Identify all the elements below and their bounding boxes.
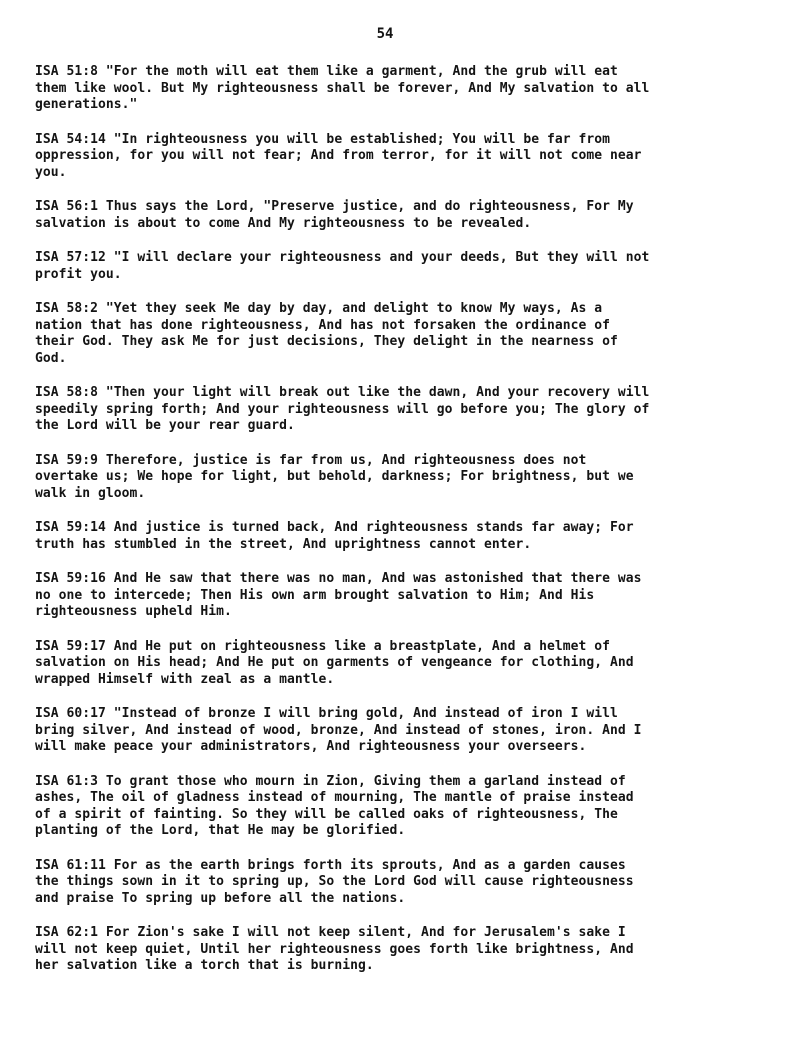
verse-line: ISA 51:8 "For the moth will eat them like a garment, And the grub will eat [35, 64, 618, 79]
verse-line: ISA 61:11 For as the earth brings forth its sprouts, And as a garden causes [35, 857, 626, 873]
verse-line: ISA 59:14 And justice is turned back, And righteousness stands far away; For [35, 520, 634, 535]
page-number: 54 [376, 26, 394, 42]
verse-block [35, 639, 735, 689]
verse-line: ISA 59:17 And He put on righteousness like a breastplate, And a helmet of [35, 638, 610, 654]
verse-block [35, 199, 735, 232]
verse-line: ashes, The oil of gladness instead of mourning, The mantle of praise instead [35, 790, 634, 805]
verse-line: overtake us; We hope for light, but behold, darkness; For brightness, but we [35, 469, 634, 484]
verse-line: ISA 59:9 Therefore, justice is far from us, And righteousness does not [35, 452, 587, 468]
verse-line: salvation on His head; And He put on garments of vengeance for clothing, And [35, 655, 634, 670]
verse-block [35, 925, 735, 975]
verse-block [35, 774, 735, 840]
verse-block [35, 453, 735, 503]
verse-line: speedily spring forth; And your righteousness will go before you; The glory of [35, 401, 650, 417]
verse-block [35, 706, 735, 756]
verse-block [35, 132, 735, 182]
verse-line: nation that has done righteousness, And has not forsaken the ordinance of [35, 317, 610, 333]
verse-line: salvation is about to come And My righteousness to be revealed. [35, 215, 532, 231]
verse-line: planting of the Lord, that He may be glorified. [35, 823, 406, 838]
verse-line: you. [35, 164, 67, 180]
verse-line: truth has stumbled in the street, And uprightness cannot enter. [35, 536, 532, 552]
verse-block [35, 520, 735, 553]
verse-line: no one to intercede; Then His own arm brought salvation to Him; And His [35, 587, 595, 603]
verse-line: of a spirit of fainting. So they will be called oaks of righteousness, The [35, 806, 618, 822]
verse-line: walk in gloom. [35, 485, 146, 501]
verse-line: ISA 62:1 For Zion's sake I will not keep silent, And for Jerusalem's sake I [35, 925, 626, 940]
verse-line: will make peace your administrators, And righteousness your overseers. [35, 739, 587, 754]
verse-line: profit you. [35, 266, 122, 282]
verse-line: ISA 61:3 To grant those who mourn in Zion, Giving them a garland instead of [35, 773, 626, 789]
verse-block [35, 64, 735, 114]
verse-line: oppression, for you will not fear; And from terror, for it will not come near [35, 148, 642, 163]
verse-list [35, 64, 735, 993]
verse-line: ISA 57:12 "I will declare your righteousness and your deeds, But they will not [35, 250, 650, 265]
verse-line: wrapped Himself with zeal as a mantle. [35, 671, 335, 687]
verse-block [35, 250, 735, 283]
verse-line: ISA 58:2 "Yet they seek Me day by day, and delight to know My ways, As a [35, 301, 603, 316]
verse-block [35, 858, 735, 908]
verse-block [35, 301, 735, 367]
verse-line: ISA 54:14 "In righteousness you will be established; You will be far from [35, 131, 610, 147]
verse-line: them like wool. But My righteousness shall be forever, And My salvation to all [35, 80, 650, 96]
verse-line: ISA 56:1 Thus says the Lord, "Preserve justice, and do righteousness, For My [35, 199, 634, 214]
verse-line: bring silver, And instead of wood, bronze, And instead of stones, iron. And I [35, 722, 642, 738]
verse-line: God. [35, 350, 67, 366]
verse-line: the Lord will be your rear guard. [35, 418, 295, 433]
verse-line: will not keep quiet, Until her righteousness goes forth like brightness, And [35, 941, 634, 957]
verse-line: ISA 59:16 And He saw that there was no man, And was astonished that there was [35, 571, 642, 586]
verse-line: their God. They ask Me for just decisions, They delight in the nearness of [35, 334, 618, 349]
verse-line: righteousness upheld Him. [35, 604, 232, 619]
verse-block [35, 385, 735, 435]
verse-line: ISA 60:17 "Instead of bronze I will bring gold, And instead of iron I will [35, 706, 618, 721]
verse-line: her salvation like a torch that is burning. [35, 958, 374, 973]
verse-line: the things sown in it to spring up, So the Lord God will cause righteousness [35, 874, 634, 889]
verse-line: ISA 58:8 "Then your light will break out like the dawn, And your recovery will [35, 385, 650, 400]
verse-block [35, 571, 735, 621]
verse-line: and praise To spring up before all the nations. [35, 890, 406, 906]
verse-line: generations." [35, 97, 138, 112]
